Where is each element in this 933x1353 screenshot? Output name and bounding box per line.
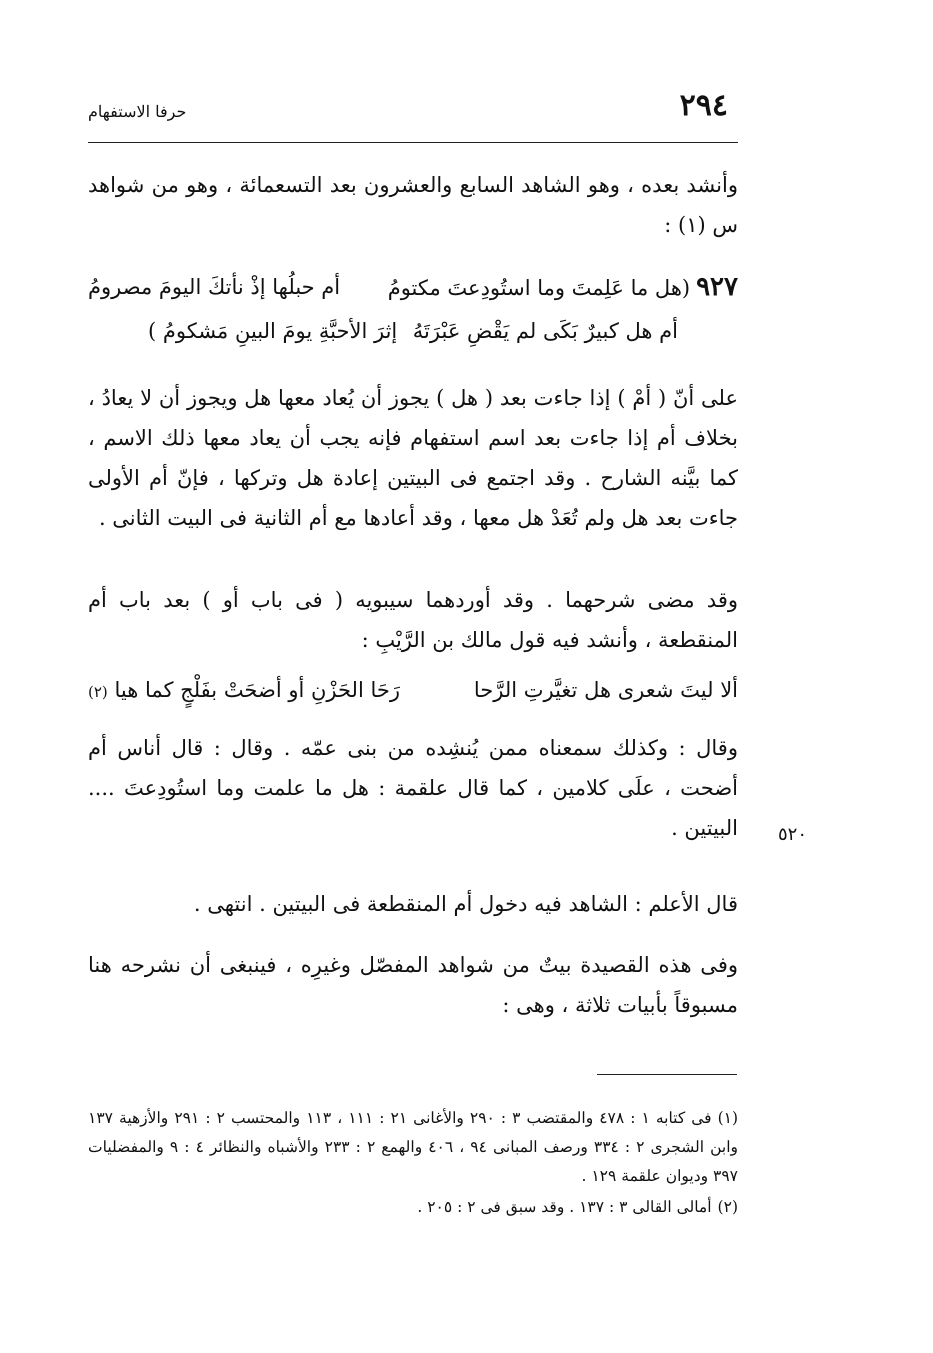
footnote-1-text: فى كتابه ١ : ٤٧٨ والمقتضب ٣ : ٢٩٠ والأغانى ٢١ : ١١١ ، ١١٣ والمحتسب ٢ : ٢٩١ والأزهية ١٣٧ وابن الشجرى ٢ : ٣٣٤ ورصف المبانى ٩٤ ، ٤٠٦ والهمع ٢ : ٢٣٣ والأشباه والنظائر ٤ : ٩ والمفضليات ٣٩٧ وديوان علقمة ١٢٩ .	[88, 1109, 739, 1185]
verse-malik-first-hemistich: ألا ليتَ شعرى هل تغيَّرتِ الرَّحا	[473, 678, 738, 702]
page-header	[88, 88, 738, 134]
verse-927	[88, 265, 738, 353]
footnote-mark-2: (٢)	[88, 683, 108, 701]
footnote-rule	[597, 1074, 737, 1075]
paragraph-alam: قال الأعلم : الشاهد فيه دخول أم المنقطعة فى البيتين . انتهى .	[193, 892, 738, 916]
page-number: ٢٩٤	[679, 88, 728, 123]
header-rule	[88, 142, 738, 143]
footnotes	[88, 1104, 738, 1224]
paragraph-intro: وأنشد بعده ، وهو الشاهد السابع والعشرون بعد التسعمائة ، وهو من شواهد س (١) :	[88, 173, 738, 237]
verse-line-1-right-text: (هل ما عَلِمتَ وما استُودِعتَ مكتومُ	[387, 276, 691, 300]
verse-line-2	[88, 309, 738, 353]
verse-line-2-second-hemistich: إثرَ الأحبَّةِ يومَ البينِ مَشكومُ )	[148, 319, 398, 343]
verse-malik-second-hemistich	[88, 668, 400, 714]
margin-page-number: ٥٢٠	[778, 824, 808, 845]
verse-line-1-second-hemistich: أم حبلُها إذْ نأتكَ اليومَ مصرومُ	[88, 275, 341, 299]
verse-line-2-first-hemistich: أم هل كبيرٌ بَكَى لم يَقْضِ عَبْرَتَهُ	[412, 319, 678, 343]
verse-number: ٩٢٧	[696, 272, 738, 302]
verse-line-1	[88, 265, 738, 309]
paragraph-qasida: وفى هذه القصيدة بيتٌ من شواهد المفصّل وغيرِه ، فينبغى أن نشرحه هنا مسبوقاً بأبيات ثلاثة ، وهى :	[88, 953, 738, 1017]
running-title: حرفا الاستفهام	[88, 102, 187, 121]
verse-line-1-first-hemistich	[388, 265, 738, 310]
verse-malik-second-text: رَحَا الحَزْنِ أو أضحَتْ بفَلْجٍ كما هيا	[114, 678, 400, 702]
footnote-2-label: (٢)	[717, 1198, 738, 1216]
footnote-1-label: (١)	[717, 1109, 739, 1127]
footnote-1	[88, 1104, 738, 1191]
paragraph-commentary: على أنّ ( أمْ ) إذا جاءت بعد ( هل ) يجوز أن يُعاد معها هل ويجوز أن لا يعادُ ، بخلاف أم إذا جاءت بعد اسم استفهام فإنه يجب أن يعاد معها ذلك الاسم ، كما بيَّنه الشارح . وقد اجتمع فى البيتين إعادة هل وتركها ، فإنّ أم الأولى جاءت بعد هل ولم تُعَدْ هل معها ، وقد أعادها مع أم الثانية فى البيت الثانى .	[88, 386, 738, 530]
paragraph-sibawayh: وقد مضى شرحهما . وقد أوردهما سيبويه ( فى باب أو ) بعد باب أم المنقطعة ، وأنشد فيه قول مالك بن الرَّيْبِ :	[88, 588, 738, 652]
footnote-2-text: أمالى القالى ٣ : ١٣٧ . وقد سبق فى ٢ : ٢٠٥ .	[417, 1198, 712, 1216]
paragraph-quote: وقال : وكذلك سمعناه ممن يُنشِده من بنى عمّه . وقال : قال أناس أم أضحت ، علَى كلامين ، كما قال علقمة : هل ما علمت وما استُودِعتَ .... البيتين .	[88, 736, 738, 840]
verse-malik	[88, 668, 738, 712]
footnote-2	[88, 1193, 738, 1222]
